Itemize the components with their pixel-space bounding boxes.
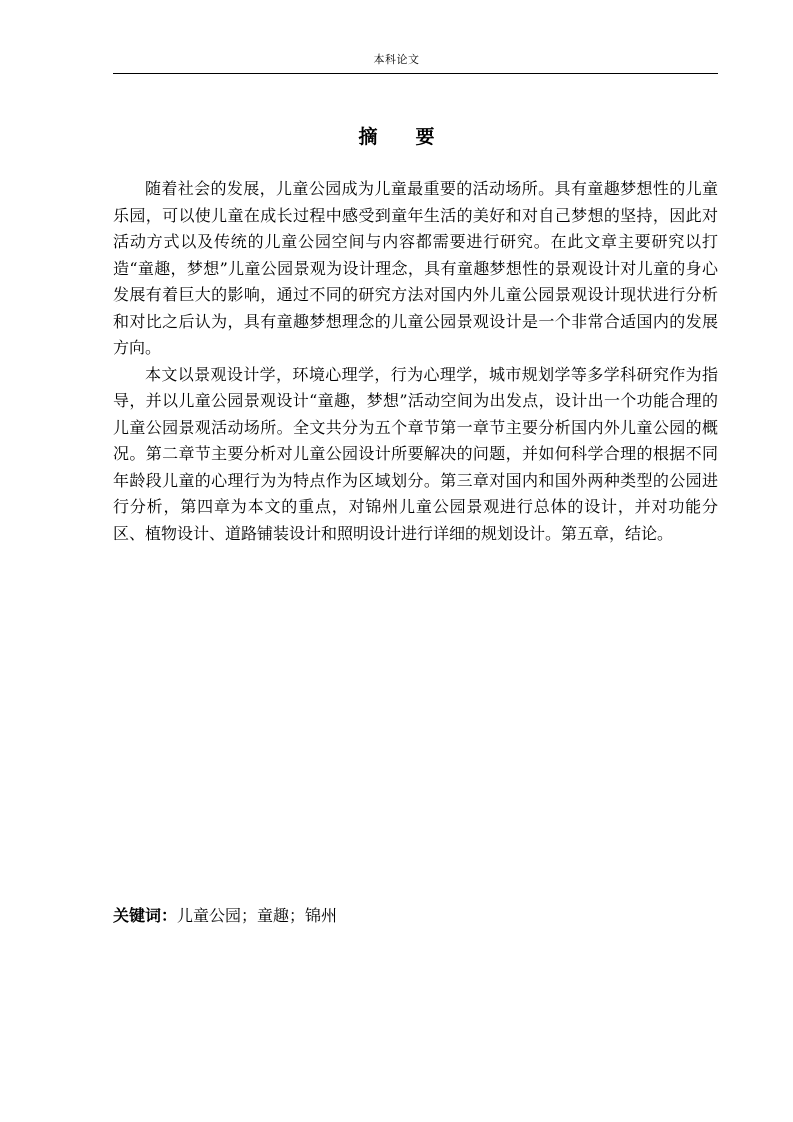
abstract-title: 摘要 bbox=[358, 126, 473, 148]
header-rule bbox=[113, 73, 718, 74]
keywords-line bbox=[113, 903, 718, 929]
keywords-value: 儿童公园；童趣；锦州 bbox=[177, 906, 338, 925]
running-header: 本科论文 bbox=[373, 53, 420, 66]
abstract-body bbox=[113, 176, 718, 547]
abstract-paragraph-1: 随着社会的发展，儿童公园成为儿童最重要的活动场所。具有童趣梦想性的儿童乐园，可以使儿童在成长过程中感受到童年生活的美好和对自己梦想的坚持，因此对活动方式以及传统的儿童公园空间与内容都需要进行研究。在此文章主要研究以打造“童趣，梦想”儿童公园景观为设计理念，具有童趣梦想性的景观设计对儿童的身心发展有着巨大的影响，通过不同的研究方法对国内外儿童公园景观设计现状进行分析和对比之后认为，具有童趣梦想理念的儿童公园景观设计是一个非常合适国内的发展方向。 bbox=[113, 179, 718, 357]
keywords-label: 关键词： bbox=[113, 906, 178, 925]
abstract-paragraph-2: 本文以景观设计学，环境心理学，行为心理学，城市规划学等多学科研究作为指导，并以儿童公园景观设计“童趣，梦想”活动空间为出发点，设计出一个功能合理的儿童公园景观活动场所。全文共分为五个章节第一章节主要分析国内外儿童公园的概况。第二章节主要分析对儿童公园设计所要解决的问题，并如何科学合理的根据不同年龄段儿童的心理行为为特点作为区域划分。第三章对国内和国外两种类型的公园进行分析，第四章为本文的重点，对锦州儿童公园景观进行总体的设计，并对功能分区、植物设计、道路铺装设计和照明设计进行详细的规划设计。第五章，结论。 bbox=[113, 364, 718, 543]
